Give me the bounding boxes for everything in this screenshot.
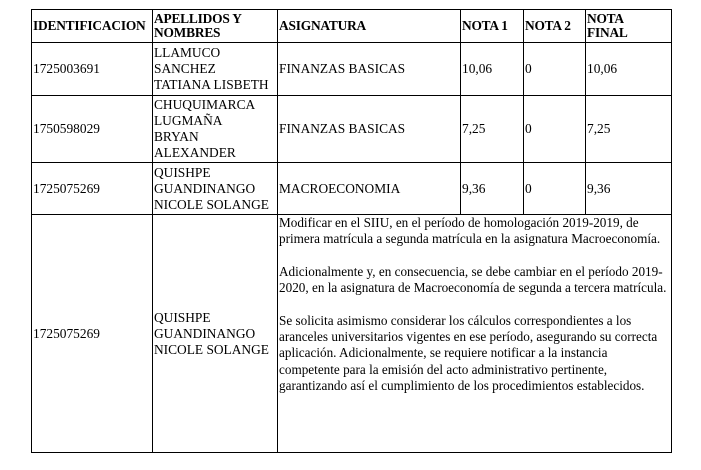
- table-row: [32, 96, 672, 163]
- grades-table: [31, 9, 672, 453]
- cell-nota-2: 0: [524, 43, 586, 96]
- header-nota-2: NOTA 2: [524, 10, 586, 43]
- header-apellidos-nombres: APELLIDOS Y NOMBRES: [153, 10, 278, 43]
- cell-nombre: LLAMUCO SANCHEZ TATIANA LISBETH: [153, 43, 278, 96]
- cell-nota-final: 10,06: [586, 43, 672, 96]
- cell-observacion: Modificar en el SIIU, en el período de homologación 2019-2019, de primera matrícula a segunda matrícula en la asignatura Macroeconomía. Adicionalmente y, en consecuencia, se debe cambiar en el período 2019-2020, en la asignatura de Macroeconomía de segunda a tercera matrícula. Se solicita asimismo considerar los cálculos correspondientes a los aranceles universitarios vigentes en ese período, asegurando su correcta aplicación. Adicionalmente, se requiere notificar a la instancia competente para la emisión del acto administrativo pertinente, garantizando así el cumplimiento de los procedimientos establecidos.: [278, 215, 672, 453]
- cell-asignatura: MACROECONOMIA: [278, 163, 461, 215]
- cell-nombre: QUISHPE GUANDINANGO NICOLE SOLANGE: [153, 215, 278, 453]
- cell-nota-final: 9,36: [586, 163, 672, 215]
- header-identificacion: IDENTIFICACION: [32, 10, 153, 43]
- header-nota-final: NOTA FINAL: [586, 10, 672, 43]
- header-row: [32, 10, 672, 43]
- header-nota-1: NOTA 1: [461, 10, 524, 43]
- cell-identificacion: 1725003691: [32, 43, 153, 96]
- cell-nota-1: 10,06: [461, 43, 524, 96]
- cell-nombre: CHUQUIMARCA LUGMAÑA BRYAN ALEXANDER: [153, 96, 278, 163]
- cell-identificacion: 1750598029: [32, 96, 153, 163]
- table-row: [32, 163, 672, 215]
- header-asignatura: ASIGNATURA: [278, 10, 461, 43]
- cell-identificacion: 1725075269: [32, 163, 153, 215]
- cell-nombre: QUISHPE GUANDINANGO NICOLE SOLANGE: [153, 163, 278, 215]
- cell-nota-2: 0: [524, 96, 586, 163]
- cell-asignatura: FINANZAS BASICAS: [278, 43, 461, 96]
- cell-identificacion: 1725075269: [32, 215, 153, 453]
- cell-nota-final: 7,25: [586, 96, 672, 163]
- table-row: [32, 43, 672, 96]
- cell-nota-1: 7,25: [461, 96, 524, 163]
- table-row-observation: [32, 215, 672, 453]
- cell-nota-2: 0: [524, 163, 586, 215]
- cell-asignatura: FINANZAS BASICAS: [278, 96, 461, 163]
- cell-nota-1: 9,36: [461, 163, 524, 215]
